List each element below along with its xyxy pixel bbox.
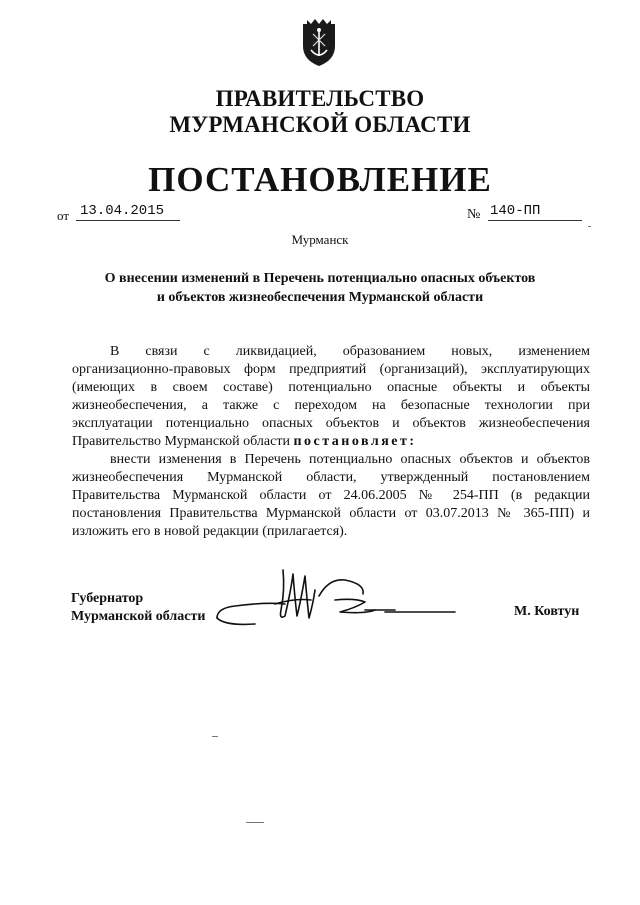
body-line: В связи с ликвидацией, образованием новых, изменением <box>110 344 590 359</box>
date-prefix: от <box>57 208 70 223</box>
scan-speck <box>212 736 218 737</box>
body-line: организационно-правовых форм предприятий (организаций), эксплуатирующих <box>72 362 590 377</box>
body-line: постановления Правительства Мурманской области от 03.07.2013 № 365-ПП) и <box>72 506 590 521</box>
body-line: жизнеобеспечения Мурманской области, утвержденный постановлением <box>72 470 590 485</box>
document-number: 140-ПП <box>488 203 582 221</box>
signatory-title-line2: Мурманской области <box>71 609 206 624</box>
body-line: Правительства Мурманской области от 24.06.2005 № 254-ПП (в редакции <box>72 488 590 503</box>
handwritten-signature <box>215 560 470 640</box>
signatory-name: М. Ковтун <box>514 604 580 619</box>
organization-name-line2: МУРМАНСКОЙ ОБЛАСТИ <box>169 112 471 137</box>
scan-speck <box>588 226 591 227</box>
decree-word: постановляет: <box>293 434 417 449</box>
city: Мурманск <box>291 232 349 247</box>
number-prefix: № <box>467 207 481 222</box>
body-line: эксплуатации потенциально опасных объектов и объектов жизнеобеспечения <box>72 416 590 431</box>
signatory-title-line1: Губернатор <box>71 591 144 606</box>
body-line: внести изменения в Перечень потенциально опасных объектов и объектов <box>110 452 590 467</box>
document-title-line2: и объектов жизнеобеспечения Мурманской области <box>156 290 484 305</box>
coat-of-arms-emblem <box>297 16 341 68</box>
organization-name-line1: ПРАВИТЕЛЬСТВО <box>215 86 425 111</box>
body-text: Правительство Мурманской области <box>72 434 294 449</box>
body-line: (имеющих в своем составе) потенциально опасные объекты и объекты <box>72 380 590 395</box>
scan-speck <box>246 822 264 823</box>
body-line: жизнеобеспечения, а также с переходом на безопасные технологии при <box>72 398 590 413</box>
body-line: изложить его в новой редакции (прилагается). <box>72 524 348 539</box>
document-title-line1: О внесении изменений в Перечень потенциально опасных объектов <box>104 271 536 286</box>
document-type: ПОСТАНОВЛЕНИЕ <box>148 160 492 199</box>
body-line-decree <box>72 433 590 451</box>
document-date: 13.04.2015 <box>76 203 180 221</box>
